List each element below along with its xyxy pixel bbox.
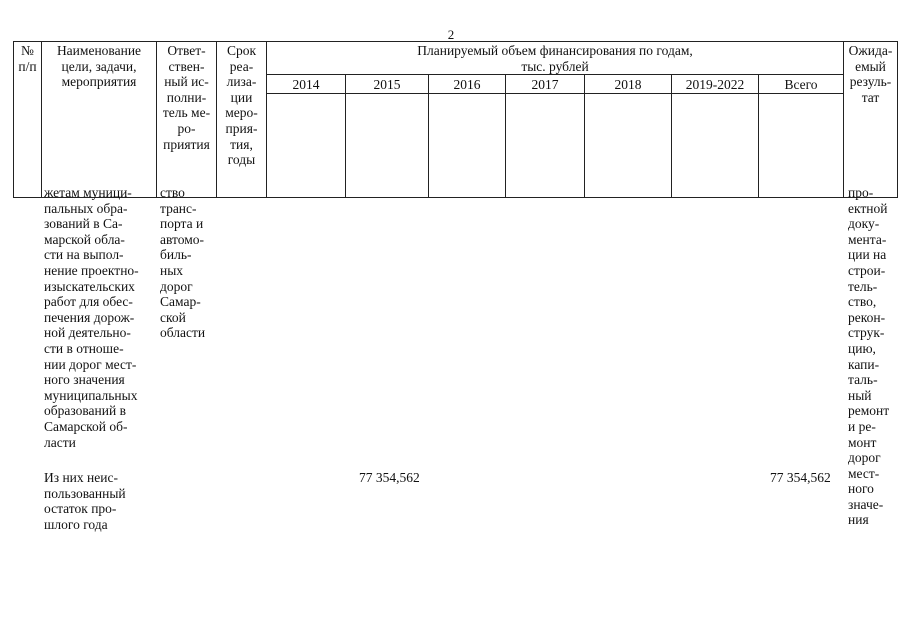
header-year-2018: 2018 — [585, 75, 672, 94]
header-year-2017: 2017 — [506, 75, 585, 94]
header-year-2014: 2014 — [267, 75, 346, 94]
header-blank-cell — [585, 93, 672, 197]
header-blank-cell — [672, 93, 759, 197]
row1-name: жетам муници- пальных обра- зований в Са- марской обла- сти на выпол- нение проектно- изыскательских работ для обес- печения дорож- ной деятельно- сти в отноше- нии дорог мест- ного значения муниципальных образований в Самарской об- ласти — [44, 185, 139, 450]
header-blank-cell — [346, 93, 429, 197]
row2-name: Из них неис- пользованный остаток про- шлого года — [44, 470, 126, 532]
row1-responsible: ство транс- порта и автомо- биль- ных дорог Самар- ской области — [160, 185, 206, 341]
row1-result: про- ектной доку- мента- ции на строи- тель- ство, рекон- струк- цию, капи- таль- ный ремонт и ре- монт дорог мест- ного значе- ния — [848, 185, 890, 528]
header-term: Срок реа- лиза- ции меро- прия- тия, годы — [217, 42, 267, 198]
header-year-2019-2022: 2019-2022 — [672, 75, 759, 94]
header-blank-cell — [506, 93, 585, 197]
header-name: Наименование цели, задачи, мероприятия — [42, 42, 157, 198]
header-total: Всего — [759, 75, 844, 94]
header-result: Ожида- емый резуль- тат — [844, 42, 898, 198]
header-blank-cell — [429, 93, 506, 197]
header-funding: Планируемый объем финансирования по годам, тыс. рублей — [267, 42, 844, 75]
page-number: 2 — [447, 27, 455, 42]
table-header — [13, 41, 898, 198]
header-year-2015: 2015 — [346, 75, 429, 94]
header-responsible: Ответ- ствен- ный ис- полни- тель ме- ро- приятия — [157, 42, 217, 198]
header-blank-cell — [267, 93, 346, 197]
header-number: № п/п — [14, 42, 42, 198]
header-blank-cell — [759, 93, 844, 197]
row2-value-total: 77 354,562 — [770, 470, 831, 485]
row2-value-2015: 77 354,562 — [359, 470, 420, 485]
header-year-2016: 2016 — [429, 75, 506, 94]
